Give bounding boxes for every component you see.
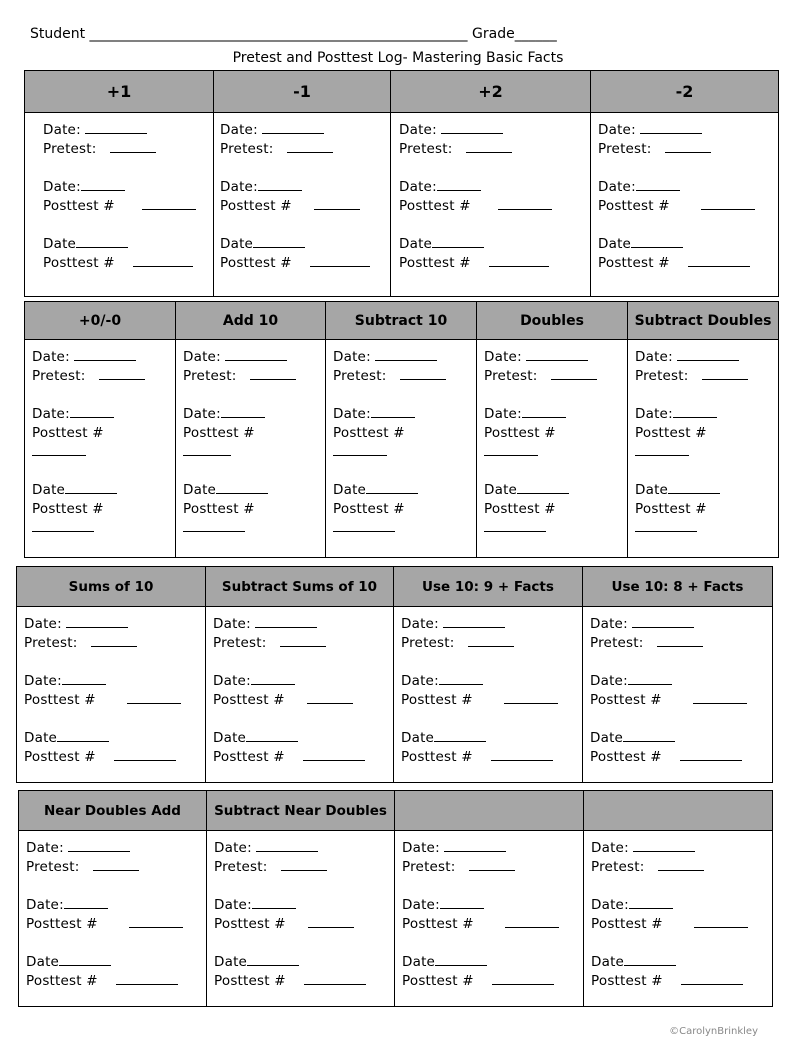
date-blank[interactable] (375, 348, 437, 361)
date-label: Date: (214, 840, 252, 856)
posttest-label: Posttest # (213, 692, 285, 708)
final-posttest-label: Posttest # (590, 749, 662, 765)
posttest-blank[interactable] (694, 915, 748, 928)
final-date-blank[interactable] (57, 729, 109, 742)
final-posttest-label: Posttest # (401, 749, 473, 765)
column-header: Doubles (477, 302, 628, 340)
entry-cell (628, 340, 779, 558)
posttest-date-label: Date: (43, 179, 81, 195)
entry-cell (207, 831, 395, 1007)
date-label: Date: (43, 122, 81, 138)
entry-cell (394, 607, 583, 783)
pretest-label: Pretest: (183, 368, 237, 384)
final-posttest-blank[interactable] (116, 972, 178, 985)
entry-cell (584, 831, 773, 1007)
facts-table-1 (24, 70, 779, 297)
posttest-blank[interactable] (308, 915, 354, 928)
posttest-blank[interactable] (505, 915, 559, 928)
pretest-blank[interactable] (466, 140, 512, 153)
pretest-blank[interactable] (658, 858, 704, 871)
date-label: Date: (591, 840, 629, 856)
pretest-blank[interactable] (281, 858, 327, 871)
table-row (17, 607, 773, 783)
entry-cell (176, 340, 326, 558)
posttest-label: Posttest # (32, 425, 104, 441)
pretest-label: Pretest: (213, 635, 267, 651)
posttest-label: Posttest # (183, 425, 255, 441)
table-row (19, 831, 773, 1007)
posttest-date-blank[interactable] (251, 672, 295, 685)
posttest-date-blank[interactable] (636, 178, 680, 191)
posttest-date-label: Date: (26, 897, 64, 913)
posttest-date-blank[interactable] (258, 178, 302, 191)
final-date-label: Date (32, 482, 66, 498)
posttest-date-blank[interactable] (371, 405, 415, 418)
date-blank[interactable] (85, 121, 147, 134)
posttest-date-blank[interactable] (221, 405, 265, 418)
column-header: Sums of 10 (17, 567, 206, 607)
date-blank[interactable] (256, 839, 318, 852)
date-label: Date: (402, 840, 440, 856)
pretest-label: Pretest: (43, 141, 97, 157)
date-blank[interactable] (74, 348, 136, 361)
posttest-date-label: Date: (591, 897, 629, 913)
column-header: -2 (591, 71, 779, 113)
entry-cell (17, 607, 206, 783)
posttest-blank[interactable] (498, 197, 552, 210)
column-header: Subtract Near Doubles (207, 791, 395, 831)
column-header: Subtract 10 (326, 302, 477, 340)
date-blank[interactable] (640, 121, 702, 134)
posttest-label: Posttest # (484, 425, 556, 441)
date-label: Date: (484, 349, 522, 365)
entry-cell (395, 831, 584, 1007)
column-header: Near Doubles Add (19, 791, 207, 831)
final-posttest-blank[interactable] (484, 519, 546, 532)
date-blank[interactable] (262, 121, 324, 134)
posttest-date-label: Date: (213, 673, 251, 689)
posttest-date-blank[interactable] (70, 405, 114, 418)
final-date-blank[interactable] (668, 481, 720, 494)
posttest-date-label: Date: (484, 406, 522, 422)
pretest-blank[interactable] (91, 634, 137, 647)
posttest-date-label: Date: (399, 179, 437, 195)
pretest-label: Pretest: (220, 141, 274, 157)
posttest-label: Posttest # (24, 692, 96, 708)
final-date-label: Date (598, 236, 632, 252)
final-date-blank[interactable] (253, 235, 305, 248)
posttest-date-label: Date: (333, 406, 371, 422)
column-header: Use 10: 8 + Facts (583, 567, 773, 607)
posttest-date-blank[interactable] (437, 178, 481, 191)
date-blank[interactable] (255, 615, 317, 628)
posttest-label: Posttest # (591, 916, 663, 932)
pretest-blank[interactable] (468, 634, 514, 647)
final-posttest-blank[interactable] (635, 519, 697, 532)
column-header: Add 10 (176, 302, 326, 340)
final-date-blank[interactable] (59, 953, 111, 966)
final-date-label: Date (220, 236, 254, 252)
date-label: Date: (220, 122, 258, 138)
posttest-blank[interactable] (129, 915, 183, 928)
posttest-date-label: Date: (402, 897, 440, 913)
final-posttest-blank[interactable] (681, 972, 743, 985)
entry-cell (477, 340, 628, 558)
pretest-label: Pretest: (401, 635, 455, 651)
date-blank[interactable] (68, 839, 130, 852)
column-header: Use 10: 9 + Facts (394, 567, 583, 607)
final-date-label: Date (635, 482, 669, 498)
column-header: +0/-0 (25, 302, 176, 340)
final-posttest-blank[interactable] (492, 972, 554, 985)
entry-cell (214, 113, 391, 297)
entry-cell (583, 607, 773, 783)
final-date-label: Date (484, 482, 518, 498)
entry-cell (25, 340, 176, 558)
date-blank[interactable] (526, 348, 588, 361)
final-date-label: Date (26, 954, 60, 970)
date-label: Date: (333, 349, 371, 365)
pretest-blank[interactable] (657, 634, 703, 647)
posttest-label: Posttest # (401, 692, 473, 708)
final-date-label: Date (43, 236, 77, 252)
posttest-blank[interactable] (701, 197, 755, 210)
posttest-date-label: Date: (183, 406, 221, 422)
date-blank[interactable] (633, 839, 695, 852)
posttest-date-label: Date: (32, 406, 70, 422)
date-blank[interactable] (443, 615, 505, 628)
copyright-notice: ©CarolynBrinkley (669, 1026, 758, 1037)
date-label: Date: (213, 616, 251, 632)
posttest-label: Posttest # (635, 425, 707, 441)
final-posttest-label: Posttest # (591, 973, 663, 989)
final-date-blank[interactable] (434, 729, 486, 742)
pretest-blank[interactable] (99, 367, 145, 380)
final-posttest-blank[interactable] (688, 254, 750, 267)
final-posttest-label: Posttest # (220, 255, 292, 271)
pretest-blank[interactable] (110, 140, 156, 153)
final-date-blank[interactable] (624, 953, 676, 966)
entry-cell (25, 113, 214, 297)
pretest-label: Pretest: (635, 368, 689, 384)
pretest-label: Pretest: (399, 141, 453, 157)
date-label: Date: (635, 349, 673, 365)
final-posttest-label: Posttest # (43, 255, 115, 271)
posttest-date-label: Date: (598, 179, 636, 195)
final-date-blank[interactable] (623, 729, 675, 742)
final-posttest-blank[interactable] (183, 519, 245, 532)
final-posttest-blank[interactable] (133, 254, 193, 267)
entry-cell (326, 340, 477, 558)
pretest-blank[interactable] (400, 367, 446, 380)
posttest-label: Posttest # (43, 198, 115, 214)
posttest-date-label: Date: (214, 897, 252, 913)
final-posttest-blank[interactable] (303, 748, 365, 761)
column-header: +1 (25, 71, 214, 113)
pretest-blank[interactable] (469, 858, 515, 871)
final-posttest-blank[interactable] (32, 519, 94, 532)
final-date-blank[interactable] (246, 729, 298, 742)
posttest-label: Posttest # (26, 916, 98, 932)
date-blank[interactable] (441, 121, 503, 134)
column-header (395, 791, 584, 831)
final-date-blank[interactable] (432, 235, 484, 248)
pretest-blank[interactable] (93, 858, 139, 871)
final-date-blank[interactable] (247, 953, 299, 966)
facts-table-4 (18, 790, 773, 1007)
date-blank[interactable] (444, 839, 506, 852)
column-header: -1 (214, 71, 391, 113)
final-date-label: Date (214, 954, 248, 970)
final-posttest-label: Posttest # (598, 255, 670, 271)
posttest-date-blank[interactable] (81, 178, 125, 191)
date-label: Date: (399, 122, 437, 138)
posttest-blank[interactable] (333, 443, 387, 456)
pretest-label: Pretest: (32, 368, 86, 384)
entry-cell (591, 113, 779, 297)
posttest-date-label: Date: (24, 673, 62, 689)
column-header: Subtract Sums of 10 (206, 567, 394, 607)
final-date-label: Date (402, 954, 436, 970)
final-posttest-blank[interactable] (310, 254, 370, 267)
pretest-blank[interactable] (250, 367, 296, 380)
posttest-label: Posttest # (598, 198, 670, 214)
final-date-blank[interactable] (216, 481, 268, 494)
date-label: Date: (401, 616, 439, 632)
date-blank[interactable] (225, 348, 287, 361)
pretest-label: Pretest: (590, 635, 644, 651)
table-row (25, 340, 779, 558)
final-posttest-label: Posttest # (213, 749, 285, 765)
final-posttest-label: Posttest # (183, 501, 255, 517)
facts-table-2 (24, 301, 779, 558)
facts-table-3 (16, 566, 773, 783)
date-blank[interactable] (677, 348, 739, 361)
pretest-label: Pretest: (24, 635, 78, 651)
posttest-blank[interactable] (142, 197, 196, 210)
posttest-date-blank[interactable] (440, 896, 484, 909)
pretest-blank[interactable] (280, 634, 326, 647)
posttest-blank[interactable] (693, 691, 747, 704)
posttest-date-blank[interactable] (673, 405, 717, 418)
entry-cell (19, 831, 207, 1007)
date-label: Date: (26, 840, 64, 856)
final-date-blank[interactable] (76, 235, 128, 248)
posttest-label: Posttest # (220, 198, 292, 214)
final-date-label: Date (399, 236, 433, 252)
pretest-label: Pretest: (402, 859, 456, 875)
table-row (25, 113, 779, 297)
date-blank[interactable] (66, 615, 128, 628)
column-header: +2 (391, 71, 591, 113)
final-posttest-label: Posttest # (333, 501, 405, 517)
final-date-blank[interactable] (631, 235, 683, 248)
date-label: Date: (183, 349, 221, 365)
posttest-blank[interactable] (504, 691, 558, 704)
date-label: Date: (598, 122, 636, 138)
entry-cell (206, 607, 394, 783)
final-posttest-blank[interactable] (333, 519, 395, 532)
student-grade-line: Student ______________________________________________________ Grade______ (30, 26, 557, 42)
pretest-blank[interactable] (665, 140, 711, 153)
column-header: Subtract Doubles (628, 302, 779, 340)
final-posttest-label: Posttest # (26, 973, 98, 989)
pretest-blank[interactable] (551, 367, 597, 380)
final-posttest-label: Posttest # (214, 973, 286, 989)
pretest-label: Pretest: (214, 859, 268, 875)
posttest-label: Posttest # (399, 198, 471, 214)
page-title: Pretest and Posttest Log- Mastering Basic Facts (232, 50, 564, 66)
posttest-label: Posttest # (402, 916, 474, 932)
final-posttest-blank[interactable] (304, 972, 366, 985)
final-posttest-label: Posttest # (24, 749, 96, 765)
final-date-label: Date (183, 482, 217, 498)
posttest-date-label: Date: (401, 673, 439, 689)
date-label: Date: (590, 616, 628, 632)
pretest-label: Pretest: (484, 368, 538, 384)
posttest-date-label: Date: (220, 179, 258, 195)
date-blank[interactable] (632, 615, 694, 628)
pretest-label: Pretest: (333, 368, 387, 384)
final-date-blank[interactable] (65, 481, 117, 494)
posttest-blank[interactable] (484, 443, 538, 456)
final-date-blank[interactable] (435, 953, 487, 966)
posttest-date-blank[interactable] (628, 672, 672, 685)
date-label: Date: (24, 616, 62, 632)
final-posttest-label: Posttest # (635, 501, 707, 517)
final-posttest-blank[interactable] (114, 748, 176, 761)
posttest-date-blank[interactable] (62, 672, 106, 685)
pretest-blank[interactable] (287, 140, 333, 153)
pretest-label: Pretest: (26, 859, 80, 875)
entry-cell (391, 113, 591, 297)
final-posttest-blank[interactable] (491, 748, 553, 761)
posttest-label: Posttest # (333, 425, 405, 441)
final-date-label: Date (591, 954, 625, 970)
final-date-label: Date (213, 730, 247, 746)
pretest-blank[interactable] (702, 367, 748, 380)
final-posttest-blank[interactable] (489, 254, 549, 267)
posttest-blank[interactable] (314, 197, 360, 210)
date-label: Date: (32, 349, 70, 365)
posttest-date-label: Date: (590, 673, 628, 689)
posttest-label: Posttest # (214, 916, 286, 932)
posttest-blank[interactable] (307, 691, 353, 704)
posttest-date-blank[interactable] (522, 405, 566, 418)
posttest-date-blank[interactable] (252, 896, 296, 909)
final-posttest-blank[interactable] (680, 748, 742, 761)
posttest-label: Posttest # (590, 692, 662, 708)
posttest-blank[interactable] (183, 443, 231, 456)
final-posttest-label: Posttest # (399, 255, 471, 271)
final-posttest-label: Posttest # (402, 973, 474, 989)
posttest-blank[interactable] (127, 691, 181, 704)
final-posttest-label: Posttest # (32, 501, 104, 517)
pretest-label: Pretest: (598, 141, 652, 157)
pretest-label: Pretest: (591, 859, 645, 875)
posttest-blank[interactable] (32, 443, 86, 456)
posttest-date-blank[interactable] (629, 896, 673, 909)
final-date-blank[interactable] (517, 481, 569, 494)
final-date-label: Date (401, 730, 435, 746)
posttest-blank[interactable] (635, 443, 689, 456)
posttest-date-blank[interactable] (64, 896, 108, 909)
final-date-blank[interactable] (366, 481, 418, 494)
final-posttest-label: Posttest # (484, 501, 556, 517)
final-date-label: Date (590, 730, 624, 746)
column-header (584, 791, 773, 831)
posttest-date-label: Date: (635, 406, 673, 422)
final-date-label: Date (333, 482, 367, 498)
posttest-date-blank[interactable] (439, 672, 483, 685)
final-date-label: Date (24, 730, 58, 746)
